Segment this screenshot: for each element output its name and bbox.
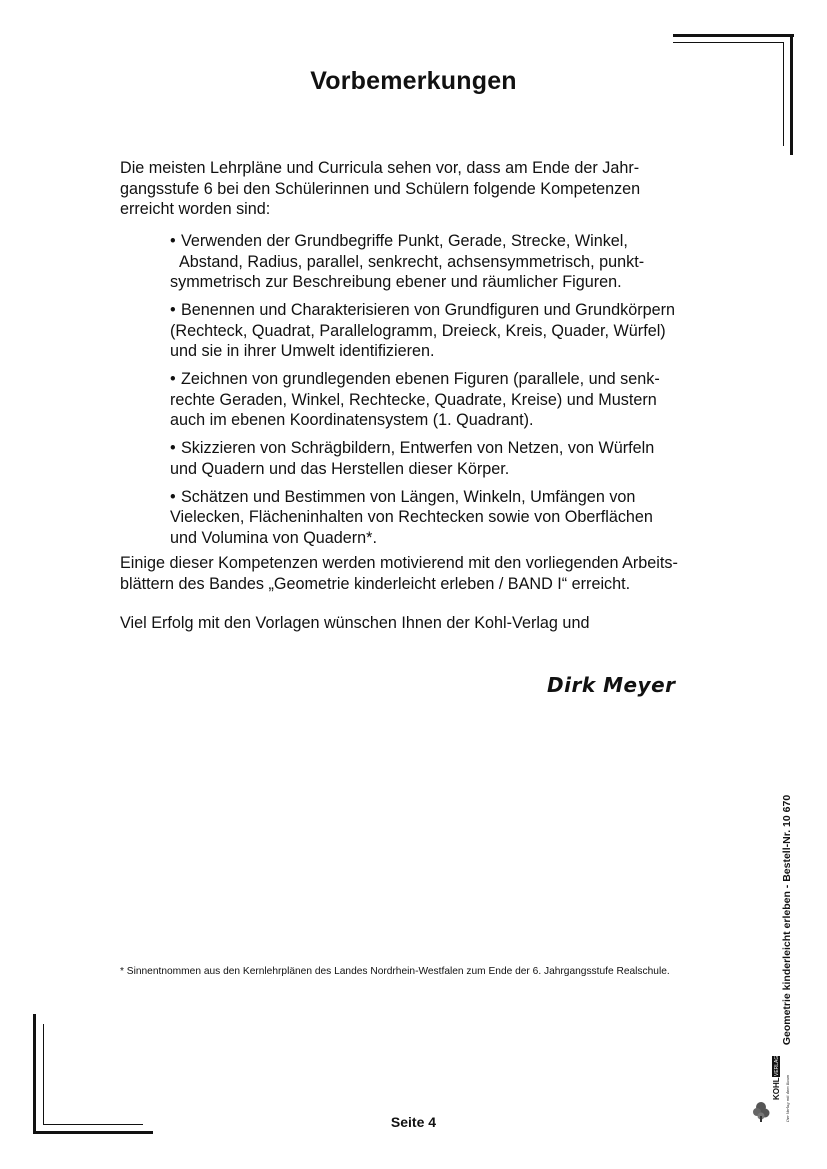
outro-paragraph bbox=[120, 553, 710, 594]
page-number: Seite 4 bbox=[390, 1114, 437, 1130]
footnote: * Sinnentnommen aus den Kernlehrplänen des Landes Nordrhein-Westfalen zum Ende der 6. Jahrgangsstufe Realschule. bbox=[120, 966, 670, 977]
intro-paragraph bbox=[120, 158, 710, 220]
competency-list bbox=[170, 231, 715, 556]
competency-item bbox=[170, 300, 715, 362]
competency-item bbox=[170, 487, 715, 549]
intro-line: erreicht worden sind: bbox=[120, 200, 271, 218]
item-line: Vielecken, Flächeninhalten von Rechtecken sowie von Oberflächen bbox=[170, 508, 653, 526]
item-line: (Rechteck, Quadrat, Parallelogramm, Dreieck, Kreis, Quader, Würfel) bbox=[170, 321, 666, 340]
item-line: auch im ebenen Koordinatensystem (1. Quadrant). bbox=[170, 411, 534, 429]
bullet-icon: • bbox=[170, 232, 176, 250]
logo-brand-sub: VERLAG bbox=[774, 1055, 780, 1076]
item-line: und Quadern und das Herstellen dieser Körper. bbox=[170, 459, 510, 478]
item-line: Benennen und Charakterisieren von Grundfiguren und Grundkörpern bbox=[181, 301, 676, 319]
item-line: Abstand, Radius, parallel, senkrecht, achsensymmetrisch, punkt- bbox=[179, 252, 645, 271]
item-line: rechte Geraden, Winkel, Rechtecke, Quadrate, Kreise) und Mustern bbox=[170, 390, 657, 409]
intro-line: Die meisten Lehrpläne und Curricula sehen vor, dass am Ende der Jahr- bbox=[120, 159, 640, 177]
item-line: Schätzen und Bestimmen von Längen, Winkeln, Umfängen von bbox=[181, 487, 636, 506]
side-publication-info: Geometrie kinderleicht erleben - Bestell-Nr. 10 670 bbox=[781, 794, 793, 1046]
bullet-icon: • bbox=[170, 301, 176, 319]
item-line: und Volumina von Quadern*. bbox=[170, 528, 377, 547]
item-line: und sie in ihrer Umwelt identifizieren. bbox=[170, 342, 435, 360]
bullet-icon: • bbox=[170, 487, 176, 506]
logo-tagline: Der Verlag mit dem Baum bbox=[786, 1074, 790, 1122]
item-line: Verwenden der Grundbegriffe Punkt, Gerade, Strecke, Winkel, bbox=[181, 232, 628, 250]
intro-line: gangsstufe 6 bei den Schülerinnen und Schülern folgende Kompetenzen bbox=[120, 179, 641, 198]
item-line: symmetrisch zur Beschreibung ebener und räumlicher Figuren. bbox=[170, 273, 622, 291]
bullet-icon: • bbox=[170, 370, 176, 388]
outro-line: Einige dieser Kompetenzen werden motivierend mit den vorliegenden Arbeits- bbox=[120, 554, 678, 572]
item-line: Zeichnen von grundlegenden ebenen Figuren (parallele, und senk- bbox=[181, 370, 660, 388]
closing-line: Viel Erfolg mit den Vorlagen wünschen Ihnen der Kohl-Verlag und bbox=[120, 614, 590, 632]
competency-item bbox=[170, 369, 715, 431]
item-line: Skizzieren von Schrägbildern, Entwerfen von Netzen, von Würfeln bbox=[181, 439, 655, 457]
competency-item bbox=[170, 438, 715, 479]
logo-brand: KOHL bbox=[772, 1077, 781, 1100]
competency-item bbox=[170, 231, 715, 293]
outro-line: blättern des Bandes „Geometrie kinderleicht erleben / BAND I“ erreicht. bbox=[120, 574, 631, 593]
page-title: Vorbemerkungen bbox=[310, 66, 517, 95]
signature: Dirk Meyer bbox=[547, 673, 676, 697]
bullet-icon: • bbox=[170, 439, 176, 457]
